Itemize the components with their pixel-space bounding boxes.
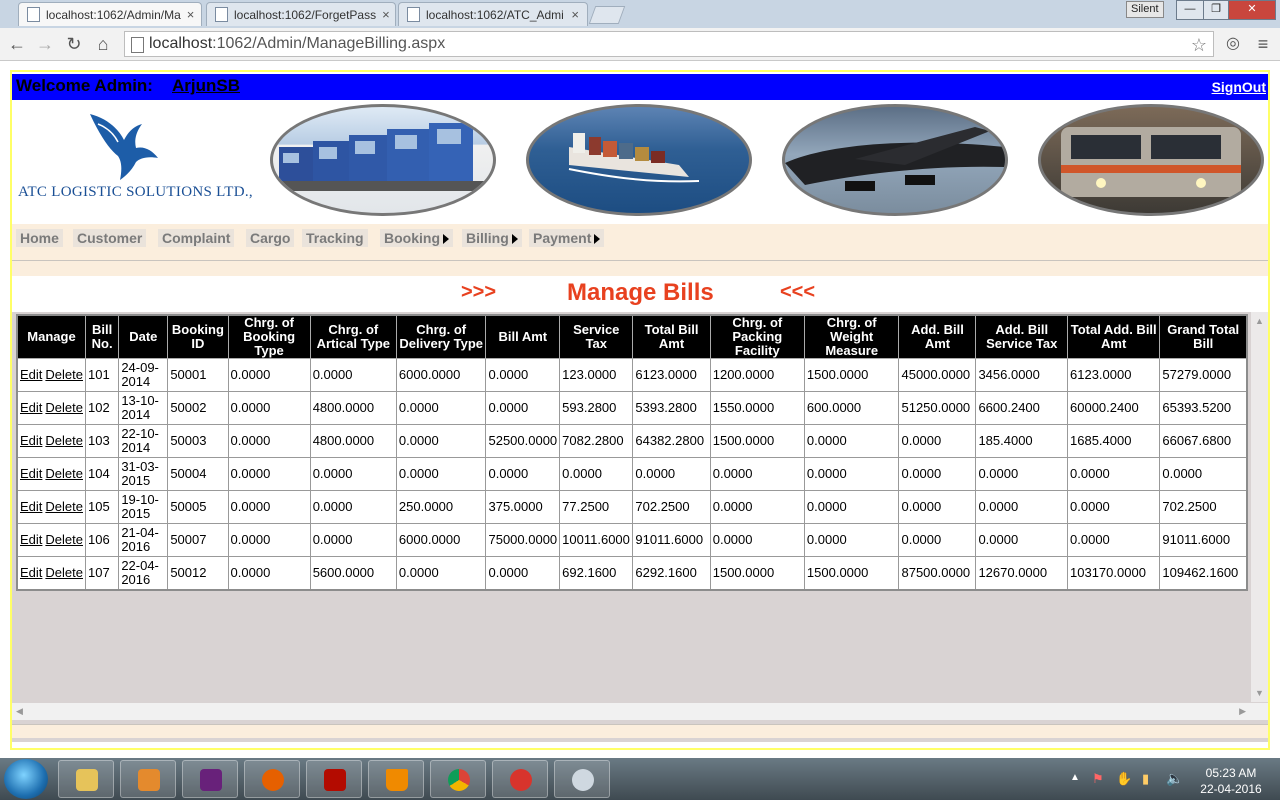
manage-cell <box>17 425 85 458</box>
cell-add-bill-service-tax: 185.4000 <box>976 425 1068 458</box>
cell-booking-id: 50007 <box>168 524 228 557</box>
cell-packing-facility-charge: 1500.0000 <box>710 425 804 458</box>
column-header-add-bill-service-tax: Add. Bill Service Tax <box>976 315 1068 359</box>
column-header-artical-type-charge: Chrg. of Artical Type <box>310 315 396 359</box>
start-button[interactable] <box>4 759 48 799</box>
taskbar-ccleaner[interactable] <box>492 760 548 798</box>
delete-link[interactable]: Delete <box>45 565 83 580</box>
cell-delivery-type-charge: 0.0000 <box>396 425 486 458</box>
maximize-window-button[interactable]: ❐ <box>1203 0 1229 20</box>
tab-atc-admin[interactable] <box>398 2 588 26</box>
cell-booking-id: 50001 <box>168 359 228 392</box>
cell-bill-no: 101 <box>85 359 118 392</box>
column-header-booking-type-charge: Chrg. of Booking Type <box>228 315 310 359</box>
address-path: :1062/Admin/ManageBilling.aspx <box>212 35 446 52</box>
cell-service-tax: 593.2800 <box>560 392 633 425</box>
table-row <box>17 392 1247 425</box>
page-favicon-icon <box>27 7 40 22</box>
bills-grid <box>16 314 1248 591</box>
delete-link[interactable]: Delete <box>45 466 83 481</box>
menu-label: Customer <box>77 230 143 246</box>
delete-link[interactable]: Delete <box>45 499 83 514</box>
train-image <box>1038 104 1264 216</box>
cell-total-add-bill-amt: 0.0000 <box>1068 491 1160 524</box>
column-header-delivery-type-charge: Chrg. of Delivery Type <box>396 315 486 359</box>
reload-icon[interactable]: ↻ <box>66 34 82 54</box>
menu-item-tracking[interactable] <box>302 229 368 247</box>
cell-booking-type-charge: 0.0000 <box>228 425 310 458</box>
cell-weight-measure-charge: 1500.0000 <box>804 359 899 392</box>
show-hidden-icons-icon[interactable]: ▲ <box>1070 772 1080 783</box>
silent-profile-badge[interactable]: Silent <box>1126 1 1164 18</box>
signout-link[interactable]: SignOut <box>1211 79 1266 95</box>
scroll-right-icon[interactable]: ▶ <box>1239 706 1246 716</box>
menu-label: Complaint <box>162 230 231 246</box>
cell-booking-id: 50004 <box>168 458 228 491</box>
cell-add-bill-service-tax: 12670.0000 <box>976 557 1068 591</box>
menu-item-payment[interactable] <box>529 229 604 247</box>
admin-username[interactable]: ArjunSB <box>172 76 240 95</box>
cell-delivery-type-charge: 6000.0000 <box>396 359 486 392</box>
column-header-total-add-bill-amt: Total Add. Bill Amt <box>1068 315 1160 359</box>
taskbar-firefox[interactable] <box>244 760 300 798</box>
cell-bill-amt: 0.0000 <box>486 392 560 425</box>
cell-weight-measure-charge: 1500.0000 <box>804 557 899 591</box>
cell-delivery-type-charge: 0.0000 <box>396 458 486 491</box>
tab-forget-password[interactable] <box>206 2 396 26</box>
menu-label: Home <box>20 230 59 246</box>
cell-add-bill-amt: 51250.0000 <box>899 392 976 425</box>
scroll-down-icon[interactable]: ▼ <box>1255 688 1264 698</box>
bills-grid-container <box>12 312 1268 742</box>
column-header-add-bill-amt: Add. Bill Amt <box>899 315 976 359</box>
cell-total-bill-amt: 64382.2800 <box>633 425 710 458</box>
home-icon[interactable]: ⌂ <box>97 34 109 54</box>
minimize-window-button[interactable]: — <box>1176 0 1204 20</box>
clock-date[interactable]: 22-04-2016 <box>1200 782 1262 796</box>
paint-icon <box>572 769 594 791</box>
back-arrow-icon[interactable]: ← <box>8 34 26 54</box>
cell-weight-measure-charge: 600.0000 <box>804 392 899 425</box>
taskbar-vlc[interactable] <box>368 760 424 798</box>
security-icon[interactable]: ✋ <box>1116 771 1133 786</box>
cell-total-bill-amt: 0.0000 <box>633 458 710 491</box>
banner <box>12 100 1268 224</box>
cell-delivery-type-charge: 6000.0000 <box>396 524 486 557</box>
cell-total-bill-amt: 6123.0000 <box>633 359 710 392</box>
menu-label: Booking <box>384 230 440 246</box>
extension-icon[interactable]: ◎ <box>1226 35 1240 52</box>
cell-bill-no: 103 <box>85 425 118 458</box>
column-header-grand-total-bill: Grand Total Bill <box>1160 315 1247 359</box>
cell-artical-type-charge: 0.0000 <box>310 458 396 491</box>
column-header-booking-id: Booking ID <box>168 315 228 359</box>
chrome-menu-icon[interactable]: ≡ <box>1257 34 1269 54</box>
cell-grand-total-bill: 66067.6800 <box>1160 425 1247 458</box>
logo-text: ATC LOGISTIC SOLUTIONS LTD., <box>18 184 253 200</box>
cell-total-add-bill-amt: 103170.0000 <box>1068 557 1160 591</box>
edit-link[interactable]: Edit <box>20 400 43 415</box>
submenu-arrow-icon <box>443 234 449 244</box>
title-row <box>12 276 1268 312</box>
cell-add-bill-service-tax: 3456.0000 <box>976 359 1068 392</box>
cell-grand-total-bill: 702.2500 <box>1160 491 1247 524</box>
cell-weight-measure-charge: 0.0000 <box>804 425 899 458</box>
cell-packing-facility-charge: 1500.0000 <box>710 557 804 591</box>
cell-add-bill-amt: 45000.0000 <box>899 359 976 392</box>
taskbar-visual-studio[interactable] <box>182 760 238 798</box>
cell-bill-amt: 0.0000 <box>486 557 560 591</box>
cell-booking-type-charge: 0.0000 <box>228 392 310 425</box>
menu-item-billing[interactable] <box>462 229 522 247</box>
column-header-date: Date <box>119 315 168 359</box>
cell-add-bill-amt: 0.0000 <box>899 425 976 458</box>
cell-weight-measure-charge: 0.0000 <box>804 458 899 491</box>
page-viewport <box>0 61 1280 758</box>
cell-grand-total-bill: 65393.5200 <box>1160 392 1247 425</box>
cell-date: 13-10-2014 <box>119 392 168 425</box>
company-logo <box>12 116 253 216</box>
cell-artical-type-charge: 0.0000 <box>310 524 396 557</box>
cell-bill-amt: 0.0000 <box>486 359 560 392</box>
menu-item-booking[interactable] <box>380 229 453 247</box>
tab-manage-billing[interactable] <box>18 2 202 26</box>
menu-label: Tracking <box>306 230 364 246</box>
main-menu <box>12 224 1268 260</box>
cell-add-bill-amt: 0.0000 <box>899 524 976 557</box>
tab-title: localhost:1062/Admin/Ma <box>46 7 181 22</box>
delete-link[interactable]: Delete <box>45 367 83 382</box>
page-favicon-icon <box>407 7 420 22</box>
column-header-packing-facility-charge: Chrg. of Packing Facility <box>710 315 804 359</box>
cell-total-add-bill-amt: 1685.4000 <box>1068 425 1160 458</box>
menu-item-customer[interactable] <box>73 229 146 247</box>
cell-date: 22-04-2016 <box>119 557 168 591</box>
cell-total-bill-amt: 702.2500 <box>633 491 710 524</box>
cell-booking-id: 50003 <box>168 425 228 458</box>
cell-packing-facility-charge: 0.0000 <box>710 524 804 557</box>
cell-packing-facility-charge: 0.0000 <box>710 458 804 491</box>
vertical-scrollbar[interactable] <box>1251 312 1268 702</box>
close-window-button[interactable]: ✕ <box>1228 0 1276 20</box>
close-tab-icon[interactable]: × <box>571 7 579 22</box>
tab-title: localhost:1062/ATC_Admi <box>426 7 564 22</box>
edit-link[interactable]: Edit <box>20 565 43 580</box>
submenu-arrow-icon <box>512 234 518 244</box>
menu-separator-band <box>12 260 1268 276</box>
cell-add-bill-amt: 0.0000 <box>899 458 976 491</box>
cell-booking-type-charge: 0.0000 <box>228 557 310 591</box>
system-tray <box>1066 758 1280 800</box>
cell-artical-type-charge: 4800.0000 <box>310 392 396 425</box>
manage-cell <box>17 557 85 591</box>
close-tab-icon[interactable]: × <box>186 7 195 22</box>
taskbar-media-player[interactable] <box>120 760 176 798</box>
cell-add-bill-service-tax: 0.0000 <box>976 491 1068 524</box>
cell-bill-amt: 75000.0000 <box>486 524 560 557</box>
manage-cell <box>17 458 85 491</box>
cell-booking-id: 50012 <box>168 557 228 591</box>
explorer-icon <box>76 769 98 791</box>
cell-bill-amt: 375.0000 <box>486 491 560 524</box>
cell-bill-no: 104 <box>85 458 118 491</box>
title-right-arrows: <<< <box>780 281 816 303</box>
cell-packing-facility-charge: 1200.0000 <box>710 359 804 392</box>
cell-booking-type-charge: 0.0000 <box>228 524 310 557</box>
forward-arrow-icon[interactable]: → <box>36 34 54 54</box>
new-tab-button[interactable] <box>589 6 626 24</box>
page-frame <box>10 70 1270 750</box>
menu-label: Cargo <box>250 230 291 246</box>
cell-bill-no: 107 <box>85 557 118 591</box>
cell-delivery-type-charge: 0.0000 <box>396 392 486 425</box>
trucks-image <box>270 104 496 216</box>
vlc-icon <box>386 769 408 791</box>
delete-link[interactable]: Delete <box>45 532 83 547</box>
table-row <box>17 491 1247 524</box>
cell-booking-type-charge: 0.0000 <box>228 359 310 392</box>
cell-service-tax: 0.0000 <box>560 458 633 491</box>
cell-total-add-bill-amt: 0.0000 <box>1068 458 1160 491</box>
menu-item-home[interactable] <box>16 229 63 247</box>
cell-date: 21-04-2016 <box>119 524 168 557</box>
cell-bill-no: 106 <box>85 524 118 557</box>
menu-label: Billing <box>466 230 509 246</box>
cell-booking-id: 50005 <box>168 491 228 524</box>
bookmark-star-icon[interactable]: ☆ <box>1190 35 1207 55</box>
cell-weight-measure-charge: 0.0000 <box>804 524 899 557</box>
clock-time[interactable]: 05:23 AM <box>1205 766 1257 780</box>
table-row <box>17 359 1247 392</box>
cell-delivery-type-charge: 0.0000 <box>396 557 486 591</box>
menu-label: Payment <box>533 230 592 246</box>
submenu-arrow-icon <box>594 234 600 244</box>
column-header-weight-measure-charge: Chrg. of Weight Measure <box>804 315 899 359</box>
edit-link[interactable]: Edit <box>20 367 43 382</box>
cell-add-bill-amt: 87500.0000 <box>899 557 976 591</box>
manage-cell <box>17 359 85 392</box>
cell-total-add-bill-amt: 6123.0000 <box>1068 359 1160 392</box>
cell-total-add-bill-amt: 0.0000 <box>1068 524 1160 557</box>
cell-date: 31-03-2015 <box>119 458 168 491</box>
cell-weight-measure-charge: 0.0000 <box>804 491 899 524</box>
footer-band <box>12 724 1268 738</box>
cell-add-bill-amt: 0.0000 <box>899 491 976 524</box>
eagle-logo-icon <box>88 110 168 180</box>
windows-taskbar <box>0 758 1280 800</box>
edit-link[interactable]: Edit <box>20 499 43 514</box>
menu-item-complaint[interactable] <box>158 229 234 247</box>
column-header-bill-amt: Bill Amt <box>486 315 560 359</box>
cell-add-bill-service-tax: 6600.2400 <box>976 392 1068 425</box>
cell-date: 22-10-2014 <box>119 425 168 458</box>
table-row <box>17 425 1247 458</box>
browser-tab-bar <box>0 0 1280 28</box>
cell-total-bill-amt: 6292.1600 <box>633 557 710 591</box>
edit-link[interactable]: Edit <box>20 532 43 547</box>
cell-grand-total-bill: 57279.0000 <box>1160 359 1247 392</box>
grid-body <box>17 359 1247 591</box>
action-center-icon[interactable]: ⚑ <box>1092 771 1104 786</box>
edit-link[interactable]: Edit <box>20 433 43 448</box>
cell-booking-type-charge: 0.0000 <box>228 491 310 524</box>
address-bar[interactable] <box>124 31 1214 57</box>
media-player-icon <box>138 769 160 791</box>
column-header-total-bill-amt: Total Bill Amt <box>633 315 710 359</box>
cell-delivery-type-charge: 250.0000 <box>396 491 486 524</box>
cell-booking-type-charge: 0.0000 <box>228 458 310 491</box>
taskbar-acrobat[interactable] <box>306 760 362 798</box>
title-left-arrows: >>> <box>461 281 497 303</box>
cell-grand-total-bill: 91011.6000 <box>1160 524 1247 557</box>
close-tab-icon[interactable]: × <box>382 7 390 22</box>
delete-link[interactable]: Delete <box>45 400 83 415</box>
cell-bill-no: 105 <box>85 491 118 524</box>
cell-artical-type-charge: 5600.0000 <box>310 557 396 591</box>
edit-link[interactable]: Edit <box>20 466 43 481</box>
cell-date: 19-10-2015 <box>119 491 168 524</box>
cell-service-tax: 7082.2800 <box>560 425 633 458</box>
cell-service-tax: 10011.6000 <box>560 524 633 557</box>
column-header-service-tax: Service Tax <box>560 315 633 359</box>
grid-header-row <box>17 315 1247 359</box>
cell-total-bill-amt: 91011.6000 <box>633 524 710 557</box>
cell-service-tax: 77.2500 <box>560 491 633 524</box>
cell-bill-amt: 52500.0000 <box>486 425 560 458</box>
table-row <box>17 458 1247 491</box>
cell-artical-type-charge: 0.0000 <box>310 359 396 392</box>
scroll-up-icon[interactable]: ▲ <box>1255 316 1264 326</box>
volume-icon[interactable]: 🔈 <box>1166 770 1184 786</box>
cell-total-add-bill-amt: 60000.2400 <box>1068 392 1160 425</box>
browser-toolbar <box>0 28 1280 61</box>
firefox-icon <box>262 769 284 791</box>
cargo-ship-image <box>526 104 752 216</box>
welcome-bar <box>12 74 1268 100</box>
table-row <box>17 557 1247 591</box>
page-favicon-icon <box>215 7 228 22</box>
taskbar-explorer[interactable] <box>58 760 114 798</box>
horizontal-scrollbar[interactable] <box>12 703 1268 720</box>
network-icon[interactable]: ▮ <box>1142 771 1150 786</box>
cell-add-bill-service-tax: 0.0000 <box>976 458 1068 491</box>
cell-booking-id: 50002 <box>168 392 228 425</box>
menu-item-cargo[interactable] <box>246 229 294 247</box>
cell-packing-facility-charge: 1550.0000 <box>710 392 804 425</box>
welcome-label: Welcome Admin: <box>16 76 153 95</box>
column-header-manage: Manage <box>17 315 85 359</box>
cell-bill-amt: 0.0000 <box>486 458 560 491</box>
cell-add-bill-service-tax: 0.0000 <box>976 524 1068 557</box>
cell-date: 24-09-2014 <box>119 359 168 392</box>
table-row <box>17 524 1247 557</box>
cell-bill-no: 102 <box>85 392 118 425</box>
manage-cell <box>17 491 85 524</box>
acrobat-icon <box>324 769 346 791</box>
cell-grand-total-bill: 0.0000 <box>1160 458 1247 491</box>
manage-cell <box>17 524 85 557</box>
cell-total-bill-amt: 5393.2800 <box>633 392 710 425</box>
cargo-plane-image <box>782 104 1008 216</box>
delete-link[interactable]: Delete <box>45 433 83 448</box>
ccleaner-icon <box>510 769 532 791</box>
tab-title: localhost:1062/ForgetPass <box>234 7 377 22</box>
cell-grand-total-bill: 109462.1600 <box>1160 557 1247 591</box>
taskbar-chrome[interactable] <box>430 760 486 798</box>
cell-service-tax: 692.1600 <box>560 557 633 591</box>
chrome-icon <box>448 769 470 791</box>
cell-artical-type-charge: 0.0000 <box>310 491 396 524</box>
page-icon <box>131 37 144 53</box>
scroll-left-icon[interactable]: ◀ <box>16 706 23 716</box>
manage-cell <box>17 392 85 425</box>
visual-studio-icon <box>200 769 222 791</box>
cell-packing-facility-charge: 0.0000 <box>710 491 804 524</box>
taskbar-paint[interactable] <box>554 760 610 798</box>
address-host: localhost <box>149 35 213 52</box>
page-title: Manage Bills <box>567 279 714 306</box>
cell-artical-type-charge: 4800.0000 <box>310 425 396 458</box>
column-header-bill-no: Bill No. <box>85 315 118 359</box>
cell-service-tax: 123.0000 <box>560 359 633 392</box>
